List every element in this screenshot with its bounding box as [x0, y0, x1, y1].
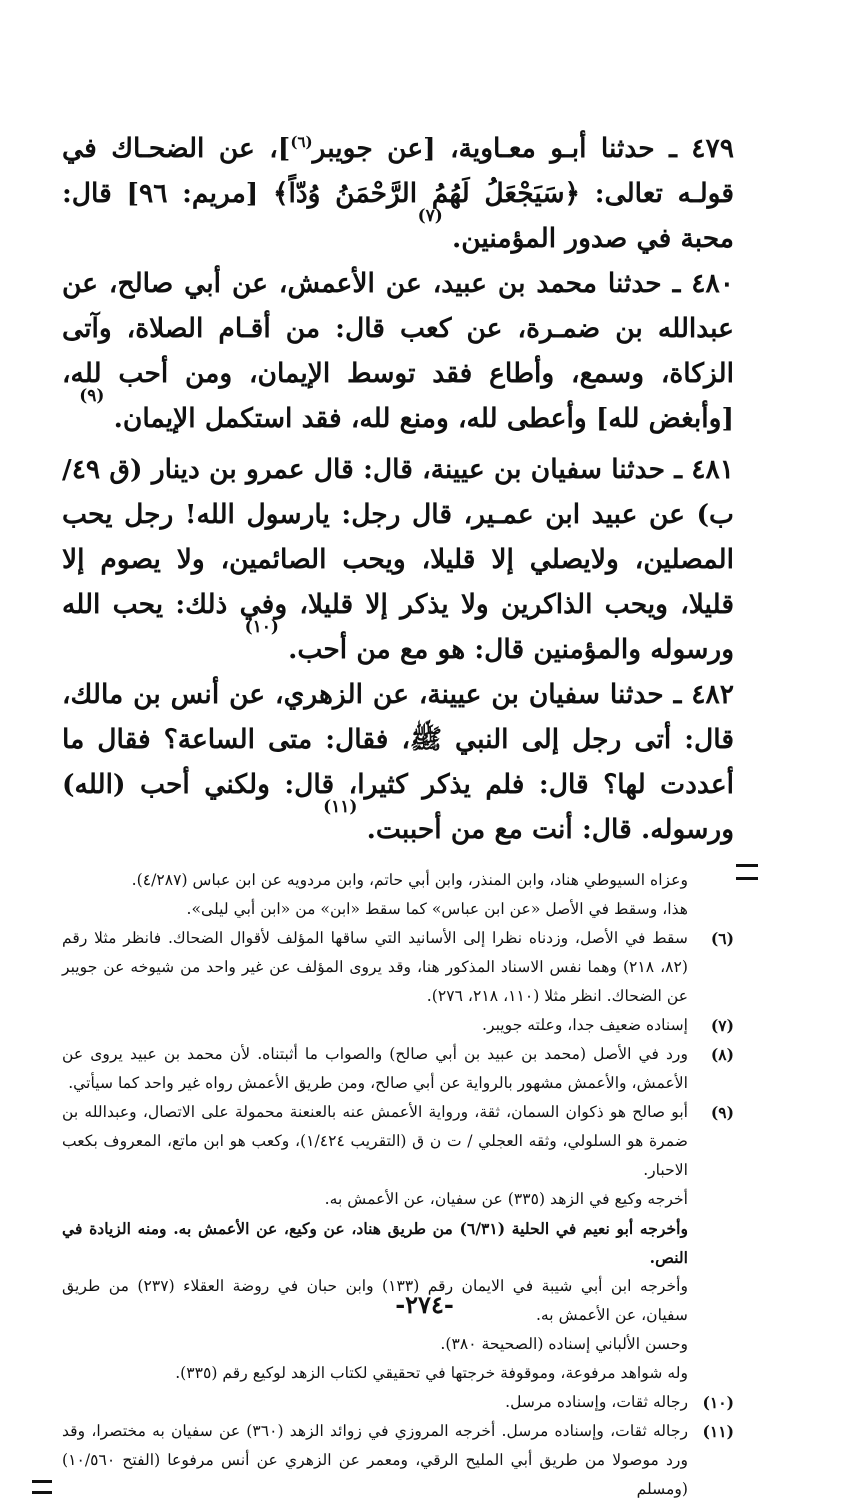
footnote-line: إسناده ضعيف جدا، وعلته جويبر. — [482, 1016, 688, 1034]
footnotes — [62, 866, 734, 1504]
hadith-text: ]، عن الضحـاك في قولـه تعالى: ﴿سَيَجْعَلُ لَهُمُ الرَّحْمَنُ وُدّاً﴾ [مريم: ٩٦] قال: محبة في صدور المؤمنين. — [62, 133, 734, 254]
footnote-ref: (٦) — [290, 133, 313, 152]
footnote-line: رجاله ثقات، وإسناده مرسل. — [505, 1393, 688, 1411]
footnote-10 — [62, 1388, 734, 1417]
footnote-number: (١١) — [702, 1422, 734, 1441]
footnote-9 — [62, 1098, 734, 1388]
footnote-line: وحسن الألباني إسناده (الصحيحة ٣٨٠). — [440, 1335, 688, 1353]
hadith-482 — [62, 672, 734, 852]
footnote-line: وأخرجه ابن أبي شيبة في الايمان رقم (١٣٣) وابن حبان في روضة العقلاء (٢٣٧) من طريق سفيان، عن الأعمش به. — [62, 1277, 688, 1324]
footnote-line: وعزاه السيوطي هناد، وابن المنذر، وابن أبي حاتم، وابن مردويه عن ابن عباس (٤/٢٨٧). — [131, 871, 688, 889]
hadith-481 — [62, 447, 734, 672]
footnote-number: (١٠) — [702, 1393, 734, 1412]
footnote-separator — [62, 858, 734, 888]
footnote-7 — [62, 1011, 734, 1040]
footnote-number: (٧) — [710, 1016, 734, 1035]
footnote-number: (٦) — [710, 929, 734, 948]
footnote-ref: (١٠) — [244, 617, 279, 637]
footnote-number: (٩) — [710, 1103, 734, 1122]
footnote-11 — [62, 1417, 734, 1504]
page-number: -٢٧٤- — [395, 1290, 454, 1319]
hadith-480 — [62, 261, 734, 441]
footnote-8 — [62, 1040, 734, 1098]
footnote-6 — [62, 924, 734, 1011]
hadith-479 — [62, 126, 734, 261]
hadith-text: ٤٨١ ـ حدثنا سفيان بن عيينة، قال: قال عمرو بن دينار (ق ٤٩/ب) عن عبيد ابن عمـير، قال رجل: يارسول الله! رجل يحب المصلين، ولايصلي إلا قليلا، ويحب الصائمين، ولا يصوم إلا قليلا، ويحب الذاكرين ولا يذكر إلا قليلا، وفي ذلك: يحب الله ورسوله والمؤمنين قال: هو مع من أحب. — [62, 454, 734, 665]
hadith-text: ٤٧٩ ـ حدثنا أبـو معـاوية، [عن جويبر — [312, 133, 734, 164]
continuation-mark — [32, 1480, 52, 1494]
footnote-line: ورد في الأصل (محمد بن عبيد بن أبي صالح) والصواب ما أثبتناه. لأن محمد بن عبيد يروى عن الأعمش، والأعمش مشهور بالرواية عن أبي صالح، ومن طريق الأعمش رواه غير واحد كما سيأتي. — [62, 1045, 688, 1092]
hadith-text: ٤٨٢ ـ حدثنا سفيان بن عيينة، عن الزهري، عن أنس بن مالك، قال: أتى رجل إلى النبي ﷺ، فقال: متى الساعة؟ فقال ما أعددت لها؟ قال: فلم يذكر كثيرا، قال: ولكني أحب (الله) ورسوله. قال: أنت مع من أحببت. — [62, 679, 734, 845]
footnote-line: سقط في الأصل، وزدناه نظرا إلى الأسانيد التي ساقها المؤلف لأقوال الضحاك. فانظر مثلا رقم (٨٢، ٢١٨) وهما نفس الاسناد المذكور هنا، وقد يروى المؤلف عن غير واحد من شيوخه عن جويبر عن الضحاك. انظر مثلا (١١٠، ٢١٨، ٢٧٦). — [62, 929, 688, 1005]
hadith-text: ٤٨٠ ـ حدثنا محمد بن عبيد، عن الأعمش، عن أبي صالح، عن عبدالله بن ضمـرة، عن كعب قال: من أقـام الصلاة، وآتى الزكاة، وسمع، وأطاع فقد توسط الإيمان، ومن أحب لله، [وأبغض لله] وأعطى لله، ومنع لله، فقد استكمل الإيمان. — [62, 268, 734, 434]
footnote-ref: (١١) — [323, 797, 358, 817]
footnote-number: (٨) — [710, 1045, 734, 1064]
footnote-line: هذا، وسقط في الأصل «عن ابن عباس» كما سقط «ابن» من «ابن أبي ليلى». — [186, 900, 688, 918]
footnote-line: أبو صالح هو ذكوان السمان، ثقة، ورواية الأعمش عنه بالعنعنة محمولة على الاتصال، وعبدالله بن ضمرة هو السلولي، وثقه العجلي / ت ن ق (التقريب ١/٤٢٤)، وكعب هو ابن ماتع، المعروف بكعب الاحبار. — [62, 1103, 688, 1179]
footnote-line: رجاله ثقات، وإسناده مرسل. أخرجه المروزي في زوائد الزهد (٣٦٠) عن سفيان به مختصرا، وقد ورد موصولا من طريق أبي المليح الرقي، ومعمر عن الزهري عن أنس مرفوعا (الفتح ١٠/٥٦٠) (ومسلم — [62, 1422, 688, 1498]
footnote-line: وأخرجه أبو نعيم في الحلية (٦/٣١) من طريق هناد، عن وكيع، عن الأعمش به. ومنه الزيادة في النص. — [62, 1219, 688, 1267]
footnote-ref: (٩) — [79, 386, 105, 406]
footnote-line: أخرجه وكيع في الزهد (٣٣٥) عن سفيان، عن الأعمش به. — [324, 1190, 688, 1208]
main-text — [62, 126, 734, 852]
continuation-mark — [736, 864, 758, 880]
footnote-line: وله شواهد مرفوعة، وموقوفة خرجتها في تحقيقي لكتاب الزهد لوكيع رقم (٣٣٥). — [175, 1364, 688, 1382]
footnote-ref: (٧) — [417, 206, 443, 226]
